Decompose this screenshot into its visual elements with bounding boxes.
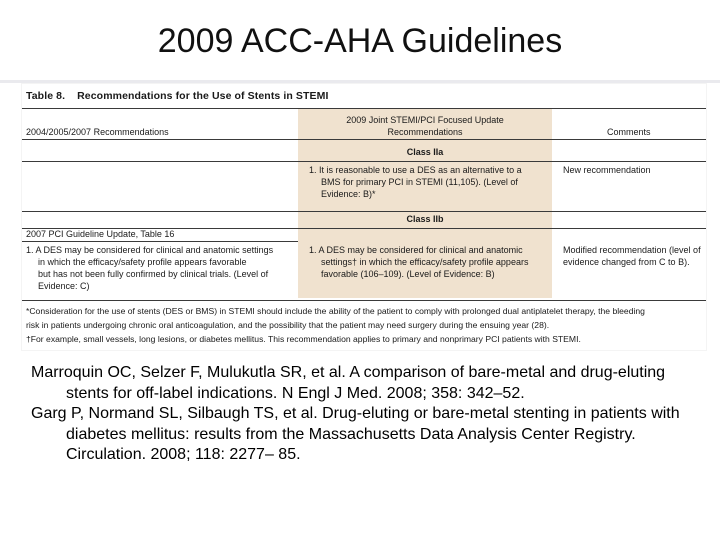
title-divider (0, 80, 720, 83)
class-iia-rec-line: BMS for primary PCI in STEMI (11,105). (Level of (321, 177, 518, 187)
class-iib-left-title: 2007 PCI Guideline Update, Table 16 (26, 229, 175, 239)
reference-item: Garg P, Normand SL, Silbaugh TS, et al. Drug-eluting or bare-metal stenting in patients with diabetes mellitus: results from the Massachusetts Data Analysis Center Registry. Circulation. 2008; 118: 2277– 85. (31, 405, 680, 463)
rule-header-bottom (22, 139, 706, 140)
table-caption-text: Recommendations for the Use of Stents in STEMI (77, 90, 329, 102)
rule-class-iib-top (22, 211, 706, 212)
table-footnote: *Consideration for the use of stents (DES or BMS) in STEMI should include the ability of the patient to comply with prolonged dual antiplatelet therapy, the bleeding (26, 306, 645, 316)
header-col2-line1: 2009 Joint STEMI/PCI Focused Update (346, 115, 504, 125)
table-number: Table 8. (26, 90, 66, 102)
table-footnote: †For example, small vessels, long lesions, or diabetes mellitus. This recommendation applies to primary and nonprimary PCI patients with STEMI. (26, 334, 581, 344)
table-footnote: risk in patients undergoing chronic oral anticoagulation, and the possibility that the patient may need surgery during the ensuing year (28). (26, 320, 550, 330)
slide-title: 2009 ACC-AHA Guidelines (157, 22, 563, 60)
table-caption (26, 90, 329, 102)
class-iib-left-line: Evidence: C) (38, 281, 90, 291)
header-col3: Comments (607, 127, 651, 137)
rule-class-iia (22, 161, 706, 162)
class-iib-rec-line: settings† in which the efficacy/safety profile appears (321, 257, 529, 267)
reference-item: Marroquin OC, Selzer F, Mulukutla SR, et al. A comparison of bare-metal and drug-eluting stents for off-label indications. N Engl J Med. 2008; 358: 342–52. (31, 364, 666, 402)
class-iia-comment: New recommendation (563, 165, 651, 175)
rule-top (22, 108, 706, 109)
class-iib-rec-line: favorable (106–109). (Level of Evidence: B) (321, 269, 495, 279)
header-col1: 2004/2005/2007 Recommendations (26, 127, 169, 137)
header-col2-line2: Recommendations (387, 127, 463, 137)
references (31, 363, 711, 466)
class-iib-left-line: in which the efficacy/safety profile appears favorable (38, 257, 247, 267)
class-iib-comment: Modified recommendation (level of (563, 245, 701, 255)
class-iib-comment: evidence changed from C to B). (563, 257, 690, 267)
class-iia-label: Class IIa (406, 147, 444, 157)
class-iib-rec-line: 1. A DES may be considered for clinical and anatomic (309, 245, 523, 255)
class-iib-label: Class IIb (406, 214, 444, 224)
stent-recommendations-table (22, 84, 706, 350)
class-iib-left-line: but has not been fully confirmed by clinical trials. (Level of (38, 269, 269, 279)
rule-table-bottom (22, 300, 706, 301)
class-iia-rec-line: 1. It is reasonable to use a DES as an alternative to a (309, 165, 522, 175)
class-iib-left-line: 1. A DES may be considered for clinical and anatomic settings (26, 245, 274, 255)
class-iia-rec-line: Evidence: B)* (321, 189, 376, 199)
rule-section-title (22, 241, 298, 242)
